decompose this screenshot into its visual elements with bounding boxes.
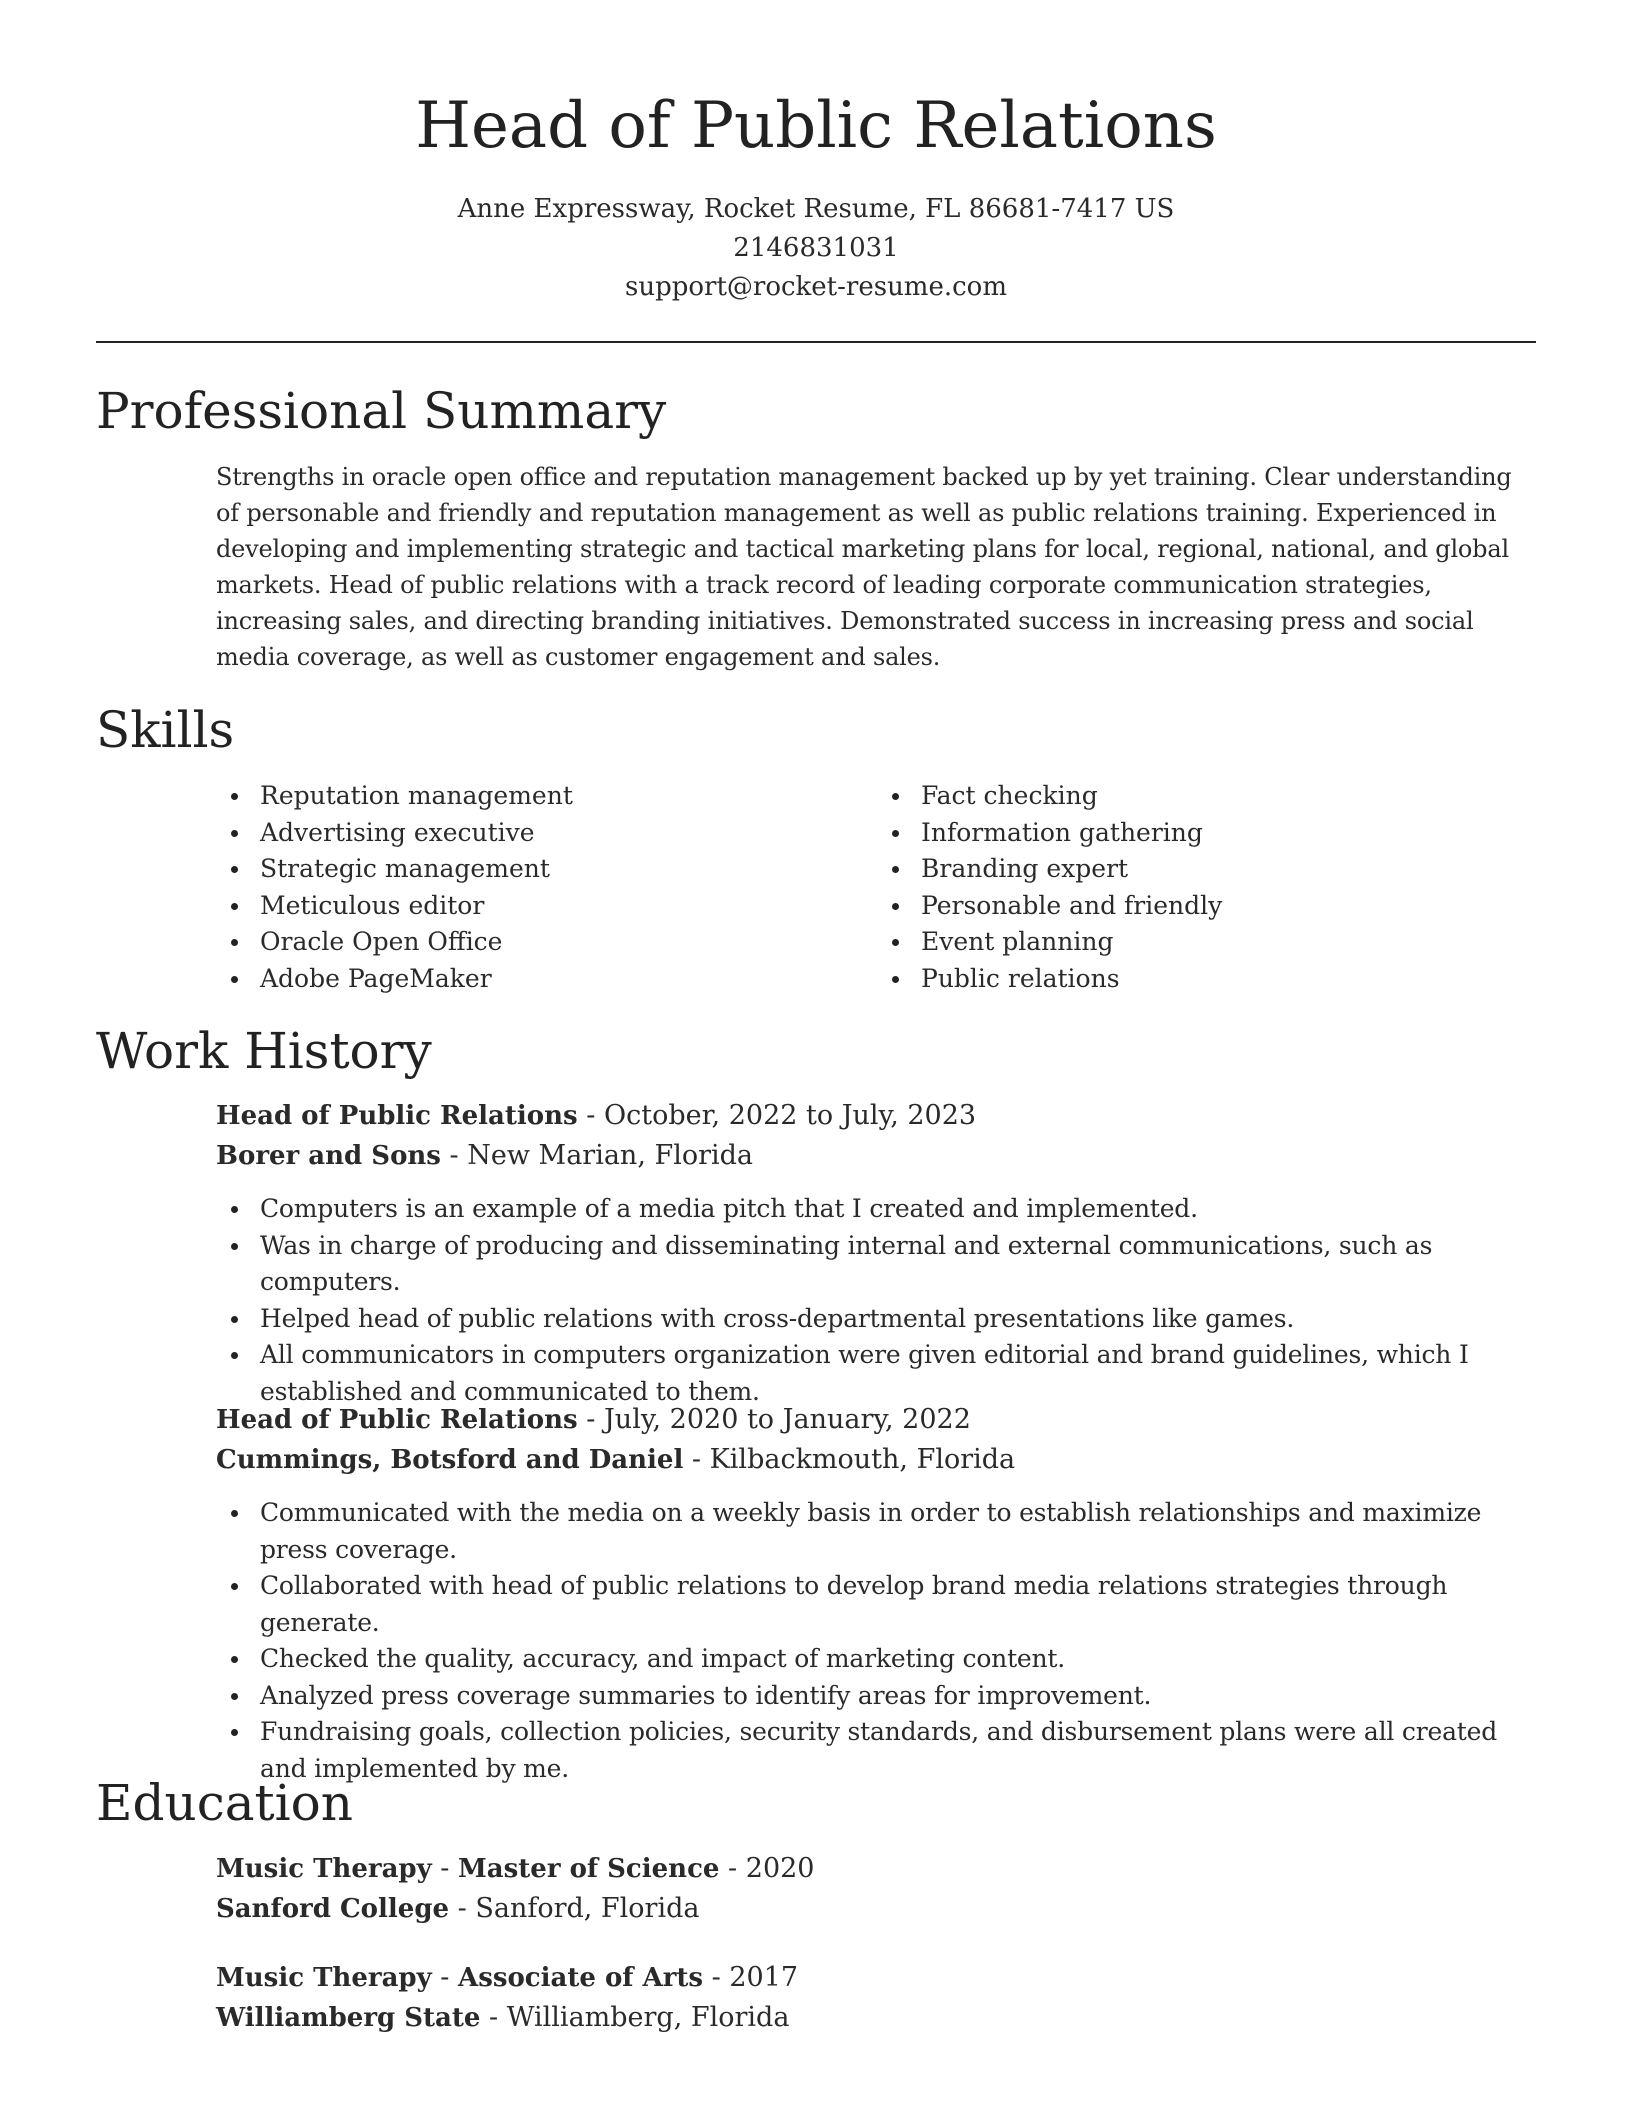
job-bullets [216, 1191, 1538, 1410]
skill-item: Advertising executive [260, 815, 877, 852]
job-title-line [216, 1400, 1538, 1440]
skill-item: Meticulous editor [260, 888, 877, 925]
job-bullet: All communicators in computers organization were given editorial and brand guidelines, which I established and communicated to them. [260, 1337, 1538, 1410]
education-school: Sanford College [216, 1894, 450, 1924]
skill-item: Strategic management [260, 851, 877, 888]
job-dates: October, 2022 to July, 2023 [603, 1100, 977, 1131]
contact-phone: 2146831031 [733, 233, 899, 263]
education-degree-line [216, 1958, 1538, 1998]
education-degree-line [216, 1849, 1538, 1889]
education-year: 2017 [729, 1962, 799, 1993]
education-year: 2020 [745, 1853, 815, 1884]
section-heading-summary: Professional Summary [96, 382, 667, 440]
job-bullet: Collaborated with head of public relations to develop brand media relations strategies through generate. [260, 1568, 1538, 1641]
education-field: Music Therapy [216, 1963, 432, 1993]
skill-item: Event planning [921, 924, 1538, 961]
job-location: Kilbackmouth, Florida [709, 1444, 1016, 1475]
job-bullets [216, 1495, 1538, 1787]
separator: - [577, 1100, 604, 1131]
separator: - [683, 1444, 710, 1475]
contact-address: Anne Expressway, Rocket Resume, FL 86681-7417 US [457, 194, 1175, 224]
job-bullet: Computers is an example of a media pitch that I created and implemented. [260, 1191, 1538, 1228]
job-entry [216, 1400, 1538, 1787]
education-field: Music Therapy [216, 1854, 432, 1884]
skill-item: Reputation management [260, 778, 877, 815]
separator: - [480, 2002, 507, 2033]
education-school-line [216, 1889, 1538, 1929]
page-title: Head of Public Relations [415, 89, 1217, 163]
section-heading-work-history: Work History [96, 1022, 432, 1080]
job-company: Cummings, Botsford and Daniel [216, 1445, 684, 1475]
job-bullet: Checked the quality, accuracy, and impact of marketing content. [260, 1641, 1538, 1678]
separator: - [703, 1962, 730, 1993]
separator: - [431, 1962, 459, 1993]
education-degree: Master of Science [458, 1854, 720, 1884]
job-bullet: Helped head of public relations with cross-departmental presentations like games. [260, 1301, 1538, 1338]
job-bullet: Analyzed press coverage summaries to identify areas for improvement. [260, 1678, 1538, 1715]
job-bullet: Was in charge of producing and disseminating internal and external communications, such as computers. [260, 1228, 1538, 1301]
skill-item: Fact checking [921, 778, 1538, 815]
skill-item: Adobe PageMaker [260, 961, 877, 998]
skills-list [216, 778, 1538, 997]
skill-item: Oracle Open Office [260, 924, 877, 961]
contact-email: support@rocket-resume.com [624, 272, 1007, 302]
header-divider [96, 341, 1536, 343]
job-dates: July, 2020 to January, 2022 [603, 1404, 971, 1435]
education-degree: Associate of Arts [458, 1963, 704, 1993]
education-entry [216, 1849, 1538, 1929]
education-location: Williamberg, Florida [506, 2002, 790, 2033]
job-location: New Marian, Florida [467, 1140, 754, 1171]
job-company-line [216, 1136, 1538, 1176]
education-location: Sanford, Florida [475, 1893, 700, 1924]
separator: - [719, 1853, 746, 1884]
job-bullet: Fundraising goals, collection policies, security standards, and disbursement plans were all created and implemented by me. [260, 1714, 1538, 1787]
skill-item: Branding expert [921, 851, 1538, 888]
separator: - [577, 1404, 604, 1435]
skill-item: Public relations [921, 961, 1538, 998]
summary-paragraph: Strengths in oracle open office and reputation management backed up by yet training. Clear understanding of personable and friendly and reputation management as well as public relations training. Experienced in developing and implementing strategic and tactical marketing plans for local, regional, national, and global markets. Head of public relations with a track record of leading corporate communication strategies, increasing sales, and directing branding initiatives. Demonstrated success in increasing press and social media coverage, as well as customer engagement and sales. [216, 463, 1512, 671]
job-title: Head of Public Relations [216, 1101, 578, 1131]
education-school-line [216, 1998, 1538, 2038]
job-entry [216, 1096, 1538, 1410]
job-company: Borer and Sons [216, 1141, 441, 1171]
separator: - [440, 1140, 468, 1171]
skills-column-right [877, 778, 1538, 997]
separator: - [449, 1893, 476, 1924]
job-bullet: Communicated with the media on a weekly basis in order to establish relationships and maximize press coverage. [260, 1495, 1538, 1568]
job-company-line [216, 1440, 1538, 1480]
education-school: Williamberg State [216, 2003, 481, 2033]
job-title-line [216, 1096, 1538, 1136]
resume-header [96, 80, 1536, 307]
section-heading-skills: Skills [96, 701, 235, 759]
separator: - [431, 1853, 459, 1884]
job-title: Head of Public Relations [216, 1405, 578, 1435]
skill-item: Information gathering [921, 815, 1538, 852]
skills-column-left [216, 778, 877, 997]
education-entry [216, 1958, 1538, 2038]
section-heading-education: Education [96, 1774, 353, 1832]
skill-item: Personable and friendly [921, 888, 1538, 925]
